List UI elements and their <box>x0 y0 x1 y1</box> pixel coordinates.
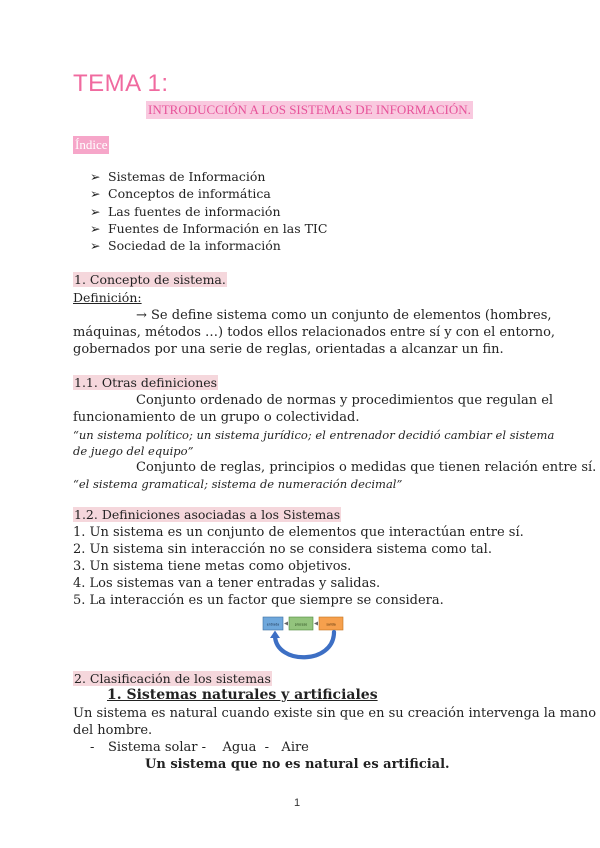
definition-line: máquinas, métodos …) todos ellos relacionados entre sí y con el entorno, <box>73 325 556 340</box>
arrow-bullet-icon: ➢ <box>90 220 101 236</box>
arrow-bullet-icon: ➢ <box>90 203 101 219</box>
dash-bullet: - <box>90 740 95 755</box>
section-2-heading: 2. Clasificación de los sistemas <box>74 671 271 686</box>
feedback-arrowhead-icon <box>270 631 280 639</box>
feedback-label: retroalimentación <box>293 662 317 665</box>
toc-item: ➢ Sistemas de Información <box>90 169 266 184</box>
definition-label: Definición: <box>73 290 142 305</box>
toc-item: ➢ Conceptos de informática <box>90 186 271 202</box>
definition-line: → Se define sistema como un conjunto de elementos (hombres, <box>136 308 552 323</box>
list-item: 1. Un sistema es un conjunto de elementos que interactúan entre sí. <box>73 525 524 540</box>
arrow-right-icon <box>314 622 318 626</box>
example-text: “el sistema gramatical; sistema de numeración decimal” <box>73 477 403 491</box>
definition-line: gobernados por una serie de reglas, orientadas a alcanzar un fin. <box>73 342 504 357</box>
definition-text: Conjunto ordenado de normas y procedimientos que regulan el <box>136 393 554 408</box>
list-item: 5. La interacción es un factor que siempre se considera. <box>73 593 444 608</box>
definition-text: Conjunto de reglas, principios o medidas que tienen relación entre sí. <box>136 460 597 475</box>
paragraph-line: del hombre. <box>73 723 153 738</box>
arrow-bullet-icon: ➢ <box>90 238 101 254</box>
toc-item: ➢ Fuentes de Información en las TIC <box>90 220 328 236</box>
definition-text: funcionamiento de un grupo o colectividad. <box>73 410 360 425</box>
page-subtitle: INTRODUCCIÓN A LOS SISTEMAS DE INFORMACIÓN. <box>148 102 471 117</box>
output-box-label: salida <box>326 622 336 627</box>
toc-item: ➢ Las fuentes de información <box>90 203 281 219</box>
list-item: 3. Un sistema tiene metas como objetivos. <box>73 559 352 574</box>
emphasis-line: Un sistema que no es natural es artificial. <box>145 757 450 772</box>
index-heading: Índice <box>75 137 108 152</box>
toc-item: ➢ Sociedad de la información <box>90 238 281 254</box>
system-diagram <box>262 613 348 673</box>
paragraph-line: Un sistema es natural cuando existe sin que en su creación intervenga la mano <box>73 706 597 721</box>
list-item: 4. Los sistemas van a tener entradas y salidas. <box>73 576 381 591</box>
subsection-heading: 1. Sistemas naturales y artificiales <box>107 687 378 703</box>
arrow-bullet-icon: ➢ <box>90 169 101 184</box>
arrow-right-icon <box>284 622 288 626</box>
example-text: “un sistema político; un sistema jurídico; el entrenador decidió cambiar el sistema <box>73 428 555 442</box>
page-number: 1 <box>294 797 301 809</box>
input-box-label: entrada <box>266 622 280 627</box>
arrow-bullet-icon: ➢ <box>90 186 101 202</box>
examples-line: Sistema solar - Agua - Aire <box>108 740 309 755</box>
feedback-arc <box>275 632 334 657</box>
example-text: de juego del equipo” <box>73 444 194 458</box>
section-1-1-heading: 1.1. Otras definiciones <box>74 375 218 390</box>
list-item: 2. Un sistema sin interacción no se considera sistema como tal. <box>73 542 492 557</box>
table-of-contents <box>90 168 327 254</box>
page-title: TEMA 1: <box>73 70 169 97</box>
section-1-2-heading: 1.2. Definiciones asociadas a los Sistemas <box>74 507 341 522</box>
process-box-label: proceso <box>294 622 308 627</box>
section-1-heading: 1. Concepto de sistema. <box>74 272 226 287</box>
